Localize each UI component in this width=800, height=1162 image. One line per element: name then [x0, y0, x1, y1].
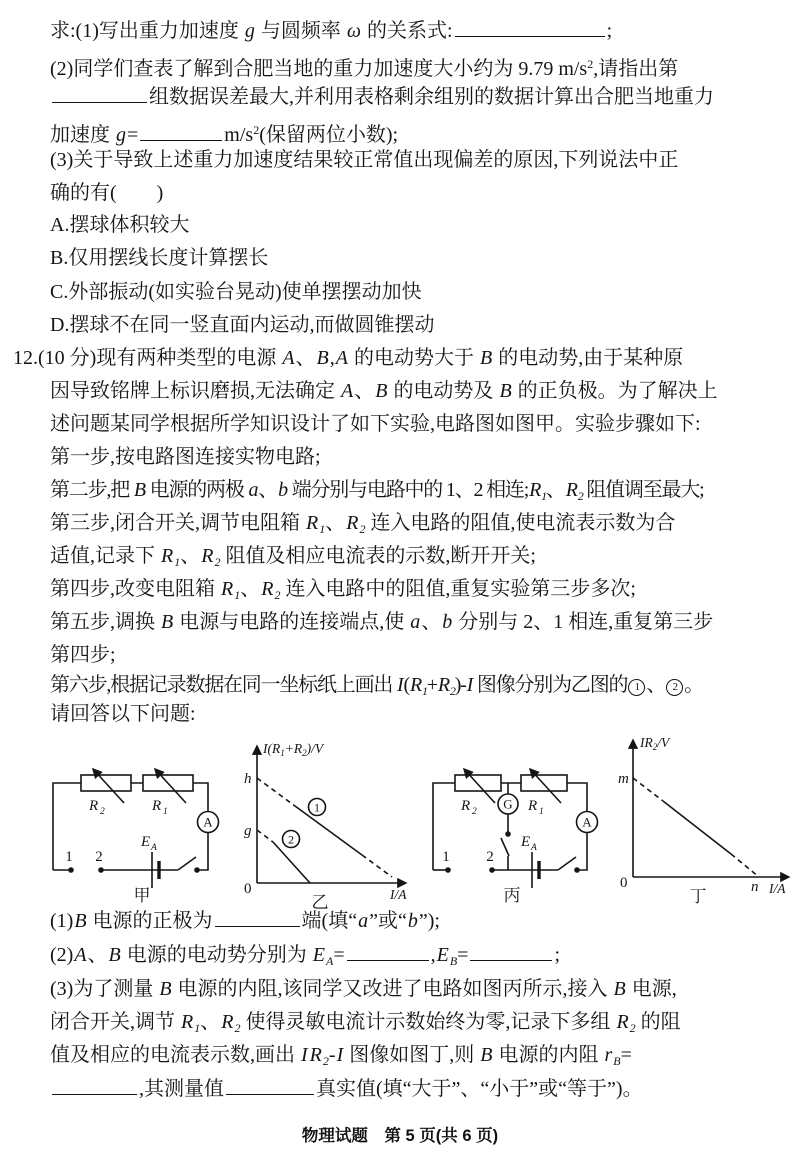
r1-label: R — [528, 798, 538, 814]
figure-caption-bing: 丙 — [503, 886, 521, 905]
question-12-line: 12.(10 分)现有两种类型的电源 A、B,A 的电动势大于 B 的电动势,由于某种原 — [13, 347, 684, 369]
h-label: h — [244, 771, 252, 787]
m-label: m — [618, 771, 629, 787]
choice-A: A.摆球体积较大 — [50, 214, 190, 236]
sub-question-3d: ,其测量值 真实值(填“大于”、“小于”或“等于”)。 — [50, 1076, 798, 1103]
sub-question-1: (1)B 电源的正极为 端(填“a”或“b”); — [50, 910, 440, 932]
text-line-12: 述问题某同学根据所学知识设计了如下实验,电路图如图甲。实验步骤如下: — [50, 413, 701, 435]
graph-yi — [240, 736, 418, 914]
text-line-2: 组数据误差最大,并利用表格剩余组别的数据计算出合肥当地重力 — [50, 84, 798, 111]
text-line-11: 因导致铭牌上标识磨损,无法确定 A、B 的电动势及 B 的正负极。为了解决上 — [50, 380, 718, 402]
text-line-0: 求:(1)写出重力加速度 g 与圆频率 ω 的关系式: ; — [50, 20, 613, 42]
figure-caption-yi: 乙 — [311, 893, 329, 912]
sub-question-3b: 闭合开关,调节 $R_1$、$R_2$ 使得灵敏电流计示数始终为零,记录下多组 $R_2$ 的阻 — [50, 1011, 681, 1035]
step-4: 第四步,改变电阻箱 $R_1$、$R_2$ 连入电路中的阻值,重复实验第三步多次; — [50, 578, 636, 602]
circuit-diagram-jia — [45, 742, 220, 907]
origin-label: 0 — [620, 875, 628, 891]
terminal-dot-1 — [445, 867, 451, 873]
svg-text:A: A — [582, 814, 592, 830]
svg-text:2: 2 — [472, 807, 477, 817]
terminal-dot-2 — [489, 867, 495, 873]
step-6: 第六步,根据记录数据在同一坐标纸上画出 $I(R_1+R_2)-I$ 图像分别为乙图的 1 、 2 。 — [50, 674, 703, 698]
origin-label: 0 — [244, 881, 252, 897]
step-1: 第一步,按电路图连接实物电路; — [50, 446, 321, 468]
battery-label: E — [521, 834, 531, 850]
circled-number: 1 — [628, 679, 645, 696]
y-axis-label: $I(R_1+R_2)/V$ — [263, 741, 324, 758]
choice-C: C.外部振动(如实验台晃动)使单摆摆动加快 — [50, 281, 422, 303]
text-line-1: (2)同学们查表了解到合肥当地的重力加速度大小约为 9.79 $m/s^2$,请指出第 — [50, 57, 679, 80]
sub-question-2: (2)A、B 电源的电动势分别为 $E_A= ,E_B=$ ; — [50, 944, 561, 968]
x-axis-label: I/A — [769, 881, 786, 896]
terminal-dot-1 — [68, 867, 74, 873]
battery-label: E — [141, 834, 151, 850]
r1-label: R — [152, 798, 162, 814]
figure-caption-jia: 甲 — [133, 886, 151, 905]
terminal-2-label: 2 — [95, 849, 103, 865]
choice-D: D.摆球不在同一竖直面内运动,而做圆锥摆动 — [50, 314, 435, 336]
svg-text:1: 1 — [539, 807, 544, 817]
page-footer: 物理试题 第 5 页(共 6 页) — [301, 1127, 499, 1145]
sub-question-3: (3)为了测量 B 电源的内阻,该同学又改进了电路如图丙所示,接入 B 电源, — [50, 978, 677, 1000]
svg-text:1: 1 — [314, 800, 320, 815]
curve-1 — [257, 778, 295, 806]
text-line-5: 确的有( ) — [50, 182, 164, 204]
r2-label: R — [89, 798, 99, 814]
terminal-2-label: 2 — [486, 849, 494, 865]
svg-text:A: A — [203, 814, 213, 830]
svg-text:2: 2 — [288, 832, 294, 847]
step-5: 第五步,调换 B 电源与电路的连接端点,使 a、b 分别与 2、1 相连,重复第三步 — [50, 611, 714, 633]
circuit-diagram-bing — [425, 742, 600, 907]
g-label: g — [244, 823, 252, 839]
step-3: 第三步,闭合开关,调节电阻箱 $R_1$、$R_2$ 连入电路的阻值,使电流表示数为合 — [50, 512, 676, 536]
terminal-1-label: 1 — [65, 849, 73, 865]
sub-question-3c: 值及相应的电流表示数,画出 I $R_2-I$ 图像如图丁,则 B 电源的内阻 $r_B=$ — [50, 1044, 632, 1068]
svg-text:A: A — [151, 843, 157, 853]
svg-text:2: 2 — [100, 807, 105, 817]
step-3b: 适值,记录下 $R_1$、$R_2$ 阻值及相应电流表的示数,断开开关; — [50, 545, 536, 569]
rheostat-r1 — [521, 775, 567, 791]
x-axis-label: I/A — [390, 887, 407, 902]
choice-B: B.仅用摆线长度计算摆长 — [50, 247, 269, 269]
terminal-dot-2 — [98, 867, 104, 873]
text-line-4: (3)关于导致上述重力加速度结果较正常值出现偏差的原因,下列说法中正 — [50, 149, 679, 171]
curve — [633, 778, 663, 801]
terminal-1-label: 1 — [442, 849, 450, 865]
curve-2 — [257, 830, 273, 842]
wire-outline — [53, 783, 208, 870]
svg-text:1: 1 — [163, 807, 168, 817]
figure-caption-ding: 丁 — [689, 887, 707, 906]
n-label: n — [751, 879, 759, 895]
switch-symbol — [178, 857, 196, 870]
circled-number: 2 — [666, 679, 683, 696]
svg-text:A: A — [531, 843, 537, 853]
svg-text:G: G — [503, 796, 513, 812]
r2-label: R — [461, 798, 471, 814]
text-line-3: 加速度 $g= m/s^2$(保留两位小数); — [50, 123, 399, 146]
graph-ding — [613, 728, 795, 910]
step-2: 第二步,把 B 电源的两极 a、b 端分别与电路中的 1、2 相连$;R_1$、$R_2$ 阻值调至最大; — [50, 479, 704, 503]
switch-symbol-branch — [501, 838, 509, 856]
switch-symbol — [558, 857, 576, 870]
y-axis-label: $IR_2/V$ — [640, 735, 670, 752]
rheostat-r2 — [455, 775, 501, 791]
step-5b: 第四步; — [50, 644, 116, 666]
text-line-21: 请回答以下问题: — [50, 703, 196, 725]
